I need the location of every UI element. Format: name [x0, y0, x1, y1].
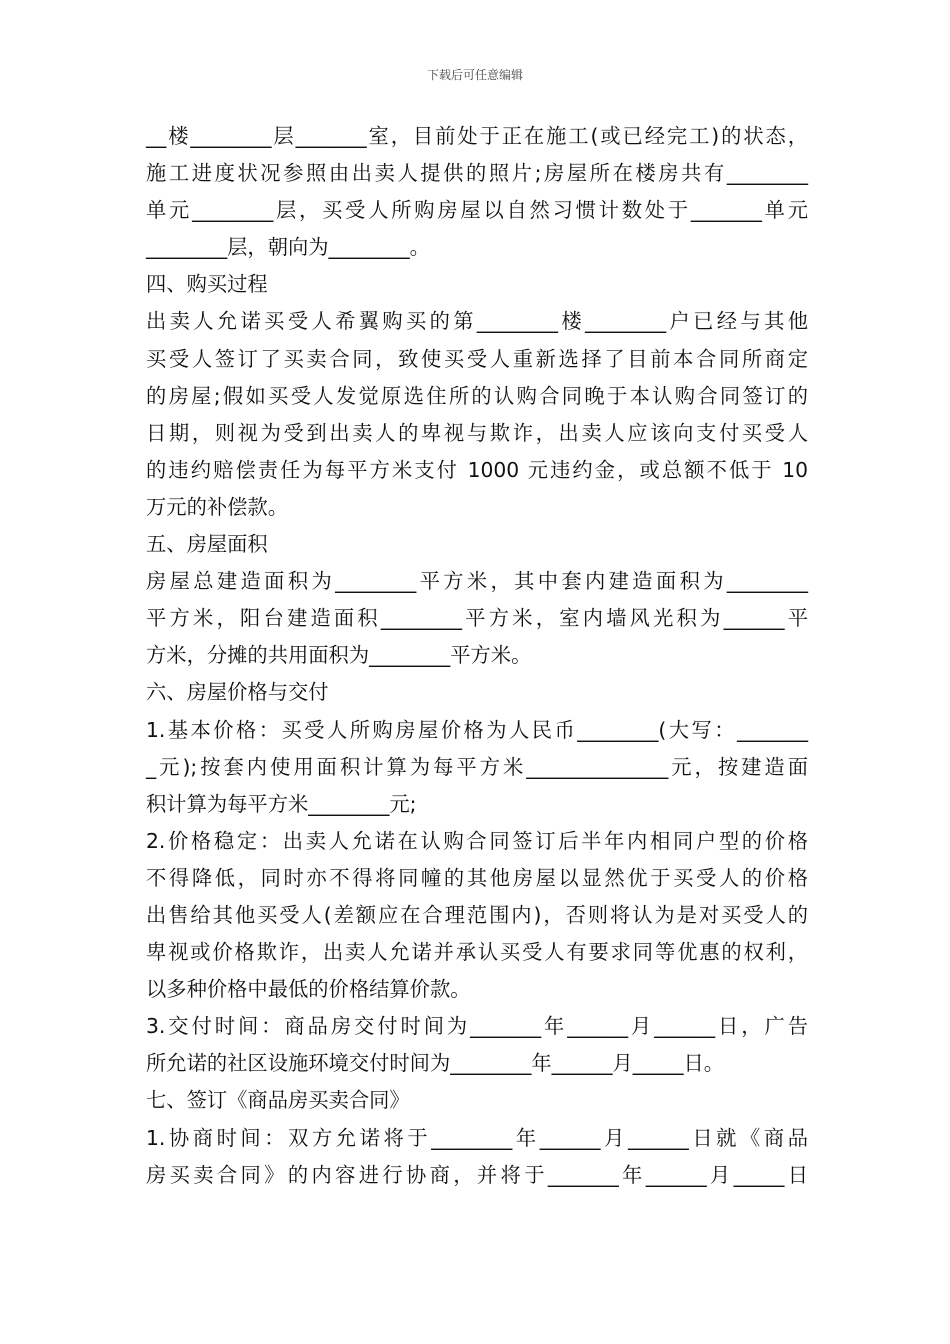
text-line: 方米，分摊的共用面积为________平方米。: [146, 643, 532, 668]
text-line: 的违约赔偿责任为每平方米支付 1000 元违约金，或总额不低于 10: [146, 457, 808, 482]
text-line: 买受人签订了买卖合同，致使买受人重新选择了目前本合同所商定: [146, 346, 808, 371]
text-line: 2.价格稳定：出卖人允诺在认购合同签订后半年内相同户型的价格: [146, 828, 808, 853]
page-header: 下载后可任意编辑: [426, 68, 523, 82]
text-line: 七、签订《商品房买卖合同》: [146, 1088, 410, 1113]
text-line: 五、房屋面积: [146, 532, 268, 557]
text-line: 1.基本价格：买受人所购房屋价格为人民币________(大写：_______: [146, 717, 808, 742]
text-line: 平方米，阳台建造面积________平方米，室内墙风光积为______平: [146, 606, 808, 631]
text-line: 单元________层，买受人所购房屋以自然习惯计数处于_______单元: [146, 198, 808, 223]
text-line: 万元的补偿款。: [146, 494, 288, 519]
text-line: _元);按套内使用面积计算为每平方米______________元，按建造面: [146, 754, 808, 779]
text-line: 3.交付时间：商品房交付时间为_______年______月______日，广告: [146, 1014, 808, 1039]
text-line: 出卖人允诺买受人希翼购买的第________楼________户已经与其他: [146, 309, 808, 334]
text-line: 房买卖合同》的内容进行协商，并将于_______年______月_____日: [146, 1162, 808, 1187]
text-line: 日期，则视为受到出卖人的卑视与欺诈，出卖人应该向支付买受人: [146, 420, 808, 445]
text-line: 1.协商时间：双方允诺将于________年______月______日就《商品: [146, 1125, 808, 1150]
text-line: 六、房屋价格与交付: [146, 680, 329, 705]
text-line: 施工进度状况参照由出卖人提供的照片;房屋所在楼房共有________: [146, 161, 808, 186]
text-line: 积计算为每平方米________元;: [146, 791, 417, 816]
text-line: 以多种价格中最低的价格结算价款。: [146, 977, 471, 1002]
text-line: 的房屋;假如买受人发觉原选住所的认购合同晚于本认购合同签订的: [146, 383, 808, 408]
text-line: ________层，朝向为________。: [146, 235, 430, 260]
text-line: 四、购买过程: [146, 272, 268, 297]
text-line: 所允诺的社区设施环境交付时间为________年______月_____日。: [146, 1051, 725, 1076]
text-line: __楼________层_______室，目前处于正在施工(或已经完工)的状态，: [146, 124, 808, 148]
text-line: 房屋总建造面积为________平方米，其中套内建造面积为________: [146, 569, 808, 594]
text-line: 出售给其他买受人(差额应在合理范围内)，否则将认为是对买受人的: [146, 902, 808, 927]
text-line: 不得降低，同时亦不得将同幢的其他房屋以显然优于买受人的价格: [146, 865, 808, 890]
document-body: [146, 118, 808, 1194]
text-line: 卑视或价格欺诈，出卖人允诺并承认买受人有要求同等优惠的权利，: [146, 940, 808, 965]
